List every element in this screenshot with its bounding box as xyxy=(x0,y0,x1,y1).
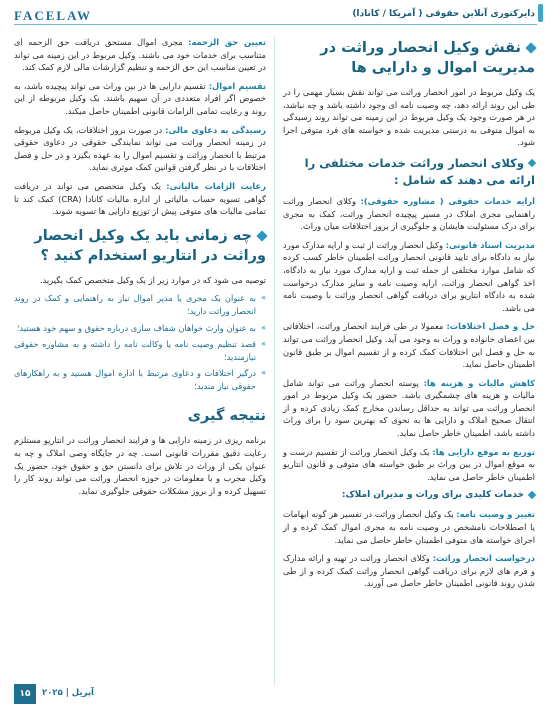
section-heading-lawyer-role: نقش وکیل انحصار وراثت در مدیریت اموال و دارایی ها xyxy=(320,40,535,76)
left-column xyxy=(14,36,266,503)
section-heading-when-hire: چه زمانی باید یک وکیل انحصار وراثت در انتاریو استخدام کنید ؟ xyxy=(34,227,266,264)
chevron-bullet-icon: » xyxy=(261,339,266,349)
section-heading-key-services: خدمات کلیدی برای وراث و مدیران املاک: xyxy=(283,489,535,502)
chevron-bullet-icon: » xyxy=(261,322,266,332)
diamond-bullet-icon xyxy=(256,230,267,241)
page-footer xyxy=(14,684,134,704)
section-heading-services: وکلای انحصار وراثت خدمات مختلفی را ارائه می دهند که شامل : xyxy=(304,155,535,187)
header-title: دایرکتوری آنلاین حقوقی ( آمریکا / کانادا) xyxy=(352,9,535,19)
role-paragraph: درخواست انحصار وراثت: وکلای انحصار وراثت در تهیه و ارائه مدارک و فرم های لازم برای دریافت گواهی انحصار وراثت کمک کرده و از طی شدن روند قانونی اطمینان خاطر حاصل می آورند. xyxy=(283,553,536,589)
list-item: » قصد تنظیم وصیت نامه یا وکالت نامه را داشته و به مشاوره حقوقی نیازمندید؛ xyxy=(14,339,266,362)
service-paragraph: کاهش مالیات و هزینه ها: پوسته انحصار وراثت می تواند شامل مالیات و هزینه های چشمگیری باشد. حضور یک وکیل مربوط در امور انحصار وراثت می تواند به حداقل رساندن مخارج کمک زیادی کرده و از انتقال صحیح املاک و دارایی ها به نحوی که بهترین سود را برای وراث داشته باشد، اطمینان خاطر حاصل نماید. xyxy=(283,377,535,439)
when-list xyxy=(14,292,266,392)
body-paragraph: رعایت الزامات مالیاتی: یک وکیل متخصص می تواند در دریافت گواهی تسویه حساب مالیاتی از اداره مالیات کانادا (CRA) کمک کند تا تمامی مالیات های متوفی پیش از توزیع دارایی ها تسویه شوند. xyxy=(14,180,267,217)
brand-logo: FACELAW xyxy=(14,8,93,23)
chevron-bullet-icon: » xyxy=(261,293,266,303)
header-accent-bar xyxy=(538,4,543,22)
intro-paragraph: یک وکیل مربوط در امور انحصار وراثت می تواند نقش بسیار مهمی را در طی این روند ارائه دهد، چه وصیت نامه ای وجود داشته باشد و چه نباشد، در هر صورت وجود یک وکیل مربوط در این زمینه می تواند روند رسیدگی به اموال متوفی به درستی مدیریت شده و خواسته های فرد متوفی اجرا شود. xyxy=(283,87,535,148)
body-paragraph: تقسیم اموال: تقسیم دارایی ها در بین وراث می تواند پیچیده باشد، به خصوص اگر افراد متعددی در آن سهیم باشند. یک وکیل مربوطه از این روند و رعایت تمامی الزامات قانونی اطمینان حاصل میکند. xyxy=(14,80,266,116)
page-number: ۱۵ xyxy=(14,684,36,704)
header-rule xyxy=(14,24,537,25)
column-divider xyxy=(274,36,275,686)
list-item: » درگیر اختلافات و دعاوی مرتبط با اداره اموال هستید و به راهکارهای حقوقی نیاز مندید؛ xyxy=(14,368,266,391)
chevron-bullet-icon: » xyxy=(261,368,266,378)
diamond-bullet-icon xyxy=(525,42,536,53)
service-paragraph: مدیریت اسناد قانونی: وکیل انحصار وراثت از ثبت و ارایه مدارک مورد نیاز به دادگاه برای تایید قانونی انحصار وراثت اطمینان خاطر کسب کرده که شامل موارد مختلفی از جمله ثبت و ارایه مدارک مورد نیاز به دادگاه، اخذ گواهی انحصار وراثت، ارایه وصیت نامه و سایر مدارک درخواست شده به دادگاه انتاریو برای دریافت گواهی انحصار وراثت با وصیت نامه می باشد. xyxy=(283,239,535,313)
section-heading-conclusion: نتیجه گیری xyxy=(187,408,266,425)
diamond-bullet-icon xyxy=(528,491,536,499)
right-column xyxy=(283,36,535,596)
role-paragraph: تغییر و وصیت نامه: یک وکیل انحصار وراثت در تفسیر هر گونه ابهامات یا اصطلاحات نامشخص در وصیت نامه به مجری اموال کمک کرده و از اجرای خواسته های متوفی اطمینان خاطر حاصل می نماید. xyxy=(283,509,536,545)
diamond-bullet-icon xyxy=(528,159,536,167)
service-paragraph: حل و فصل اختلافات: معمولا در طی فرایند انحصار وراثت، اختلافاتی بین اعضای خانواده و وراث به وجود می آید. وکیل انحصار وراثت می تواند به حل و فصل این اختلافات کمک کرده و از تقسیم اموال بر طبق قانون اطمینان حاصل نماید. xyxy=(283,321,535,370)
body-paragraph: تعیین حق الزحمه: مجری اموال مستحق دریافت حق الزحمه ای متناسب برای خدمات خود می باشند. وکیل مربوط در این زمینه می تواند در تعیین مناسب این حق الزحمه و تنظیم گزارشات مالی لازم کمک کند. xyxy=(14,37,266,73)
when-intro: توصیه می شود که در موارد زیر از یک وکیل متخصص کمک بگیرید. xyxy=(39,274,266,285)
service-paragraph: توزیع به موقع دارایی ها: یک وکیل انحصار وراثت از تقسیم درست و به موقع اموال در بین وراث بر طبق خواسته های متوفی و قانون انتاریو اطمینان خاطر حاصل می نماید. xyxy=(283,446,535,482)
page-header xyxy=(0,0,551,30)
issue-date: آپریل | ۲۰۲۵ xyxy=(42,688,94,698)
list-item: » به عنوان یک مجری یا مدیر اموال نیاز به راهنمایی و کمک در روند انحصار وراثت دارید؛ xyxy=(14,293,266,316)
service-paragraph: ارایه خدمات حقوقی ( مشاوره حقوقی): وکلای انحصار وراثت راهنمایی مجری املاک در مسیر پیچیده انحصار وراثت، کمک به مجری برای درک مسئولیت هایشان و جلوگیری از بروز اختلافات میان وراث. xyxy=(283,195,535,232)
body-paragraph: رسیدگی به دعاوی مالی: در صورت بروز اختلافات، یک وکیل مربوطه در زمینه انحصار وراثت می تواند نمایندگی حقوقی در دعاوی حقوقی مرتبط با انحصار وراثت و تقسیم اموال را به عهده بگیرد و در حل و فصل اختلافات با در نظر گرفتن قوانین کمک موثری نماید. xyxy=(14,124,267,173)
conclusion-paragraph: برنامه ریزی در زمینه دارایی ها و فرایند انحصار وراثت در انتاریو مستلزم رعایت دقیق مقررات قانونی است. چه در جایگاه وصی املاک و چه به عنوان یکی از وراث در تلاش برای دانستن حق و حقوق خود، حضور یک وکیل مجرب و با معلومات در حوزه انحصار وراثت می تواند روند کار را تسهیل کرده و از بروز مشکلات حقوقی جلوگیری نماید. xyxy=(14,435,266,496)
list-item: » به عنوان وارث خواهان شفاف سازی درباره حقوق و سهم خود هستید؛ xyxy=(16,322,266,333)
